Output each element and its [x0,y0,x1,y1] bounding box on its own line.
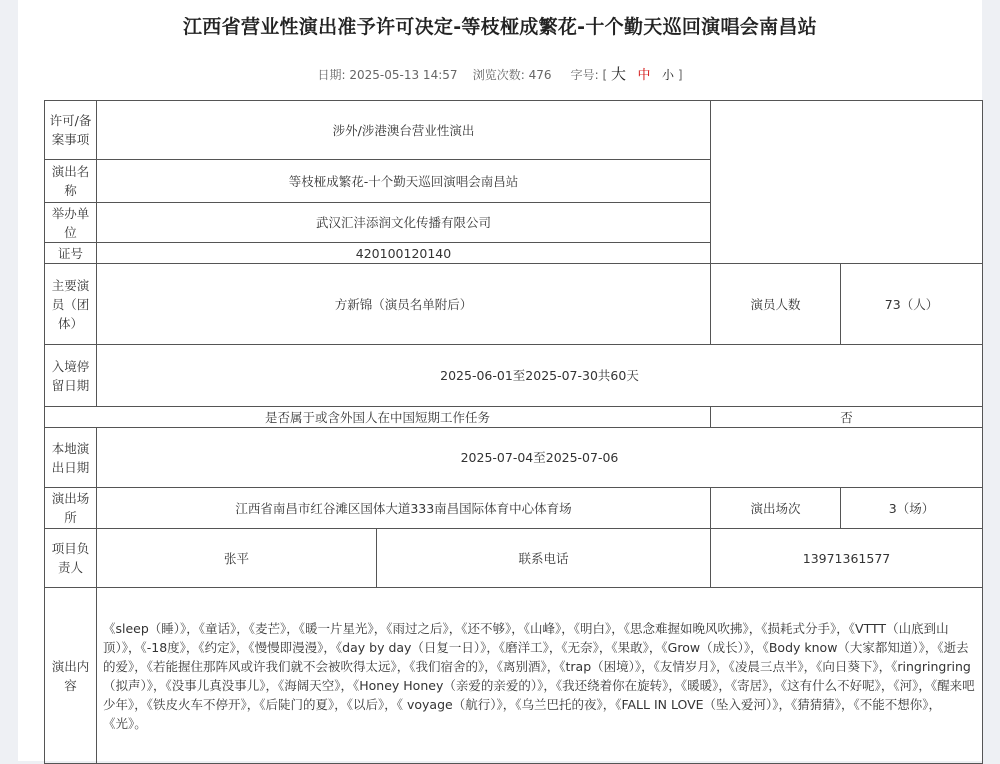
performers-value: 方新锦（演员名单附后） [97,264,711,345]
article-page [18,0,982,761]
manager-label: 项目负责人 [45,529,97,588]
permit-type-label: 许可/备案事项 [45,101,97,160]
permit-table [44,100,983,764]
font-size-small-button[interactable]: 小 [661,68,674,82]
local-dates-value: 2025-07-04至2025-07-06 [97,428,983,488]
table-row [45,264,983,345]
sessions-label: 演出场次 [711,488,841,529]
date-label: 日期: [317,68,346,82]
page-title: 江西省营业性演出准予许可决定-等枝桠成繁花-十个勤天巡回演唱会南昌站 [183,16,817,38]
blank-cell [711,101,983,264]
views-value: 476 [528,68,552,82]
program-value: 《sleep（睡）》，《童话》，《麦芒》，《暖一片星光》，《雨过之后》，《还不够》，《山峰》，《明白》，《思念难握如晚风吹拂》，《损耗式分手》，《VTTT（山底到山顶）》，《-18度》，《约定》，《慢慢即漫漫》，《day by day（日复一日）》，《磨洋工》，《无奈》，《果敢》，《Grow（成长）》，《Body know（大家都知道）》，《逝去的爱》，《若能握住那阵风或许我们就不会被吹得太远》，《我们宿舍的》，《离别酒》，《trap（困境）》，《友情岁月》，《凌晨三点半》，《向日葵下》，《ringringring（拟声）》，《没事儿真没事儿》，《海阔天空》，《Honey Honey（亲爱的亲爱的）》，《我还绕着你在旋转》，《暖暖》，《寄居》，《这有什么不好呢》，《河》，《醒来吧少年》，《铁皮火车不停开》，《后陡门的夏》，《以后》，《 voyage（航行）》，《乌兰巴托的夜》，《FALL IN LOVE（坠入爱河）》，《猜猜猜》，《不能不想你》，《光》。 [97,588,983,764]
short-term-work-label: 是否属于或含外国人在中国短期工作任务 [45,407,711,428]
organizer-value: 武汉汇沣添润文化传播有限公司 [97,203,711,243]
font-size-large-button[interactable]: 大 [611,65,627,83]
table-row [45,345,983,407]
views-label: 浏览次数: [472,68,525,82]
cert-no-value: 420100120140 [97,243,711,264]
table-row [45,101,983,160]
cert-no-label: 证号 [45,243,97,264]
bracket-open: [ [602,68,608,82]
phone-value: 13971361577 [711,529,983,588]
show-name-value: 等枝桠成繁花-十个勤天巡回演唱会南昌站 [97,160,711,203]
table-row [45,428,983,488]
sessions-value: 3（场） [841,488,983,529]
venue-label: 演出场所 [45,488,97,529]
performer-count-value: 73（人） [841,264,983,345]
bracket-close: ] [677,68,683,82]
program-label: 演出内容 [45,588,97,764]
table-row [45,407,983,428]
local-dates-label: 本地演出日期 [45,428,97,488]
stay-period-label: 入境停留日期 [45,345,97,407]
article-meta [18,63,982,84]
venue-value: 江西省南昌市红谷滩区国体大道333南昌国际体育中心体育场 [97,488,711,529]
show-name-label: 演出名称 [45,160,97,203]
font-size-label: 字号: [570,68,599,82]
table-row [45,529,983,588]
font-size-medium-button[interactable]: 中 [637,68,651,83]
manager-value: 张平 [97,529,377,588]
table-row [45,488,983,529]
date-value: 2025-05-13 14:57 [349,68,458,82]
permit-type-value: 涉外/涉港澳台营业性演出 [97,101,711,160]
performer-count-label: 演员人数 [711,264,841,345]
stay-period-value: 2025-06-01至2025-07-30共60天 [97,345,983,407]
table-row [45,588,983,764]
phone-label: 联系电话 [377,529,711,588]
organizer-label: 举办单位 [45,203,97,243]
short-term-work-value: 否 [711,407,983,428]
performers-label: 主要演员（团体） [45,264,97,345]
